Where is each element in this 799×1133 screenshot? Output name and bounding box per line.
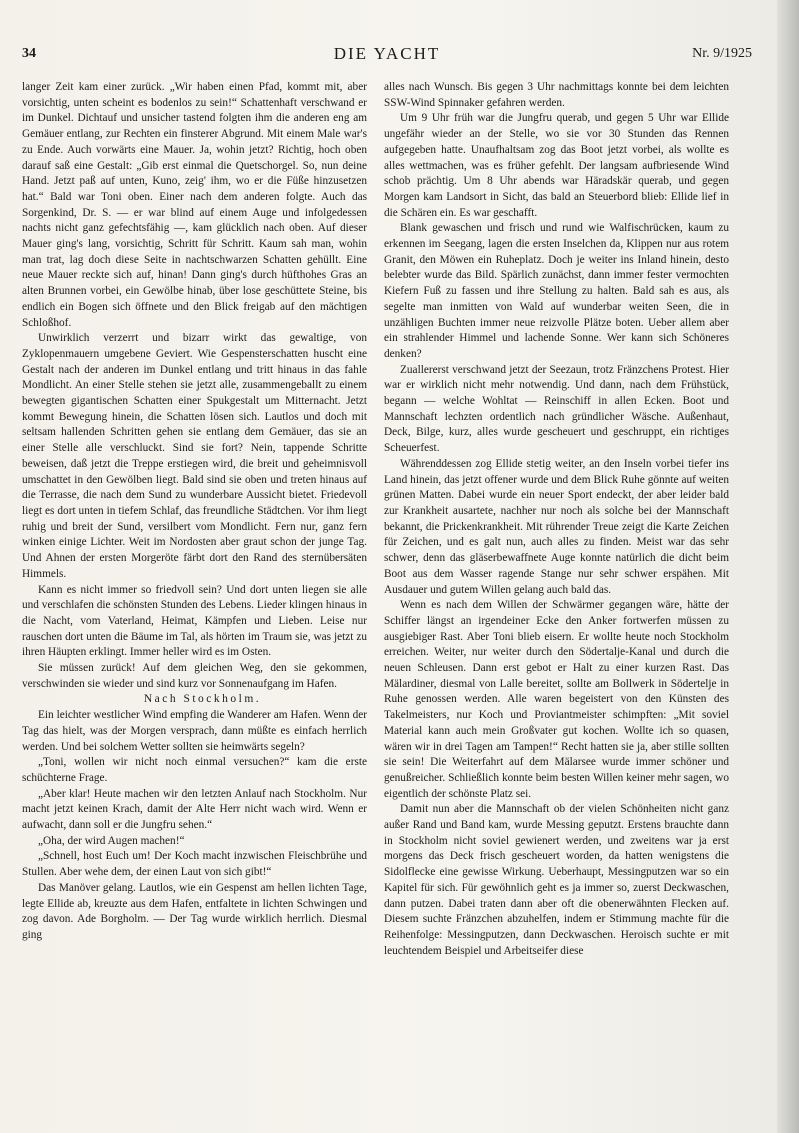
paragraph: Kann es nicht immer so friedvoll sein? Und dort unten liegen sie alle und verschlafen die schönsten Stunden des Lebens. Lieder klingen hinaus in die Nacht, vom Vaterland, Heimat, Kämpfen und Lieben. Leise nur rauschen dort unten die Bäume im Tal, als hörten im Traum sie, was jetzt zu ihren Häupten erklingt. Immer heller wird es im Osten. <box>22 583 367 659</box>
paragraph: „Toni, wollen wir nicht noch einmal versuchen?“ kam die erste schüchterne Frage. <box>22 756 367 784</box>
page-header <box>22 44 752 68</box>
paragraph: langer Zeit kam einer zurück. „Wir haben einen Pfad, kommt mit, aber vorsichtig, unten scheint es bodenlos zu sein!“ Schattenhaft verschwand er im Dunkel. Dichtauf und unsicher tastend folgten ihm die anderen eng am Gemäuer entlang, zur Rechten ein finsterer Abgrund. Mit einem Male war's zu Ende. Auch vorwärts eine Mauer. Ja, wohin jetzt? Richtig, hoch oben darauf saß eine Gestalt: „Gib erst einmal die Quetschorgel. So, nun deine Hand. Jetzt paß auf unten, Kuno, zeig' ihm, wo er die Füße hinzusetzen hat.“ Bald war Toni oben. Einer nach dem anderen folgte. Auch das Sorgenkind, Dr. S. — er war blind auf einem Auge und infolgedessen nachts nicht ganz gefechtsfähig —, kam glücklich nach oben. Auf dieser Mauer ging's lang, vorsichtig, Schritt für Schritt. Kaum sah man, wohin man trat, lag doch diese Seite in nachtschwarzen Schatten gehüllt. Eine neue Mauer reckte sich auf, hinan! Dann ging's durch hüfthohes Gras an alten Brunnen vorbei, ein Gewölbe hinab, über lose geschüttete Steine, bis endlich ein Bogen sich öffnete und den Blick freigab auf den mächtigen Schloßhof. <box>22 81 367 329</box>
paragraph: Damit nun aber die Mannschaft ob der vielen Schönheiten nicht ganz außer Rand und Band kam, wurde Messing geputzt. Erstens brauchte dann in Stockholm nicht soviel gewienert werden, und zweitens war ja erst morgens das Deck frisch gescheuert worden, da hatten wenigstens die Sidolflecke eine gewisse Wirkung. Ueberhaupt, Messingputzen war so ein Kapitel für sich. Für gewöhnlich geht es ja immer so, zuerst Deckwaschen, dann putzen. Dabei traten dann aber oft die obenerwähnten Flecken auf. Diesem suchte Fränzchen abzuhelfen, indem er Stimmung machte für die Reihenfolge: Messingputzen, dann Deckwaschen. Heroisch suchte er mit leuchtendem Beispiel und Arbeitseifer diese <box>384 803 729 957</box>
left-column <box>22 80 367 944</box>
paragraph: „Aber klar! Heute machen wir den letzten Anlauf nach Stockholm. Nur macht jetzt keinen Krach, damit der Alte Herr nicht wach wird. Wenn er aufwacht, dann soll er die Jungfru sehen.“ <box>22 787 367 832</box>
paragraph: „Oha, der wird Augen machen!“ <box>38 834 185 847</box>
paragraph: Unwirklich verzerrt und bizarr wirkt das gewaltige, von Zyklopenmauern umgebene Geviert. Wie Gespensterschatten huscht eine Gestalt nach der anderen im Dunkel entlang und tritt hinaus in das fahle Mondlicht. An einer Stelle stehen sie jetzt alle, zusammengeballt zu einem bewegten gigantischen Schatten einer Spukgestalt um Mitternacht. Jetzt kommt Bewegung hinein, die Schatten lösen sich. Lautlos und doch mit seltsam hallenden Schritten gehen sie entlang dem Gemäuer, das sie an einer Stelle alle verschluckt. Sind sie fort? Nein, tappende Schritte beweisen, daß jetzt die Treppe erstiegen wird, die breit und geheimnisvoll umschattet in den Gewölben liegt. Bald sind sie oben und treten hinaus auf die Terrasse, die nach dem Sund zu wunderbare Aussicht bietet. Friedevoll liegt es dort unten in tiefem Schlaf, das freundliche Städtchen. Vor ihm liegt ruhig und breit der Sund, versilbert vom Mondlicht. Fern nur, ganz fern winken einige Lichter. Weit im Nordosten aber graut schon der junge Tag. Und Ahnen der ersten Morgeröte färbt dort den Rand des sternübersäten Himmels. <box>22 332 367 580</box>
section-heading: Nach Stockholm. <box>143 693 262 706</box>
paragraph: alles nach Wunsch. Bis gegen 3 Uhr nachmittags konnte bei dem leichten SSW-Wind Spinnaker gefahren werden. <box>384 81 729 109</box>
paragraph: Ein leichter westlicher Wind empfing die Wanderer am Hafen. Wenn der Tag das hielt, was der Morgen versprach, dann müßte es einfach herrlich werden. Und bei solchem Wetter sollten sie heimwärts segeln? <box>22 709 367 753</box>
paragraph: Wenn es nach dem Willen der Schwärmer gegangen wäre, hätte der Schiffer längst an irgendeiner Ecke den Anker fortwerfen müssen zu ausgiebiger Rast. Aber Toni blieb eisern. Er wollte heute noch Stockholm erreichen. Weiter, nur weiter durch den Södertalje-Kanal und durch die neuen Schleusen. Dann erst gebot er Halt zu einer kurzen Rast. Das Mälardiner, diesmal von Lalle bereitet, sollte am Bollwerk in Södertelje in Ruhe genossen werden. Alle waren begeistert von den Künsten des Takelmeisters, nur Koch und Proviantmeister schimpften: „Mit soviel Material kann auch mein Großvater gut kochen. Wollte ich so quasen, wären wir in drei Tagen am Tampen!“ Recht hatten sie ja, aber stille sollten sie sein! Die Weiterfahrt auf dem Mälarsee wurde immer schöner und genußreicher. Schließlich konnte beim besten Willen keiner mehr sagen, wo eigentlich der schönste Platz sei. <box>384 599 729 800</box>
issue-number: Nr. 9/1925 <box>692 46 752 61</box>
journal-title: DIE YACHT <box>333 44 441 63</box>
paragraph: Zuallererst verschwand jetzt der Seezaun, trotz Fränzchens Protest. Hier war er wirklich nicht mehr notwendig. Und dann, nach dem Frühstück, begann — welche Wohltat — Reinschiff in allen Ecken. Boot und Mannschaft lechzten ordentlich nach gründlicher Wäsche. Außenhaut, Deck, Bilge, kurz, alles wurde gescheuert und geschruppt, ein richtiges Scheuerfest. <box>384 363 729 455</box>
page-edge-shadow <box>777 0 799 1133</box>
page-number: 34 <box>22 46 36 61</box>
paragraph: „Schnell, host Euch um! Der Koch macht inzwischen Fleischbrühe und Stullen. Aber wehe dem, der einen Laut von sich gibt!“ <box>22 850 367 879</box>
paragraph: Das Manöver gelang. Lautlos, wie ein Gespenst am hellen lichten Tage, legte Ellide ab, kreuzte aus dem Hafen, entfaltete in lichten Schwingen und zog davon. Ade Borgholm. — Der Tag wurde wirklich herrlich. Diesmal ging <box>22 881 367 941</box>
paragraph: Währenddessen zog Ellide stetig weiter, an den Inseln vorbei tiefer ins Land hinein, das jetzt offener wurde und dem Blick Ruhe gönnte auf weiten grünen Matten. Dabei wurde ein neuer Sport endeckt, der aber leider bald zur Krankheit ausartete, nachher nur noch als solche bei der Mannschaft bekannt, die Prickenkrankheit. Mit rührender Treue zeigt die Karte Zeichen für Zeichen, und es galt nun, auch alles zu finden. Meist war das sehr schwer, denn das gläserbewaffnete Auge konnte natürlich die dicht beim Boot aus dem Wasser ragende Stange nur sehr schwer erspähen. Mit Ausdauer und gutem Willen gelang auch bald das. <box>384 457 729 596</box>
paragraph: Blank gewaschen und frisch und rund wie Walfischrücken, kaum zu erkennen im Seegang, lagen die ersten Inselchen da, Klippen nur aus rotem Granit, den Möwen ein Ruheplatz. Doch je weiter ins Inland hinein, desto belebter wurde das Bild. Spärlich zunächst, dann immer fester vermochten Kiefern Fuß zu fassen und ihre Stellung zu halten. Bald sah es aus, als segelte man inmitten von Wald auf wunderbar weiten Seen, die in unzähligen Buchten immer neue reizvolle Plätze boten. Ueber allem aber ein strahlender Himmel und lachende Sonne. Wer kann sich Schöneres denken? <box>384 222 729 360</box>
right-column <box>384 80 729 959</box>
paragraph: Sie müssen zurück! Auf dem gleichen Weg, den sie gekommen, verschwinden sie wieder und sind kurz vor Sonnenaufgang im Hafen. <box>22 662 367 690</box>
paragraph: Um 9 Uhr früh war die Jungfru querab, und gegen 5 Uhr war Ellide ungefähr wieder an der Stelle, wo sie vor 30 Stunden das Rennen aufgegeben hatte. Unaufhaltsam zog das Boot jetzt vorbei, als wollte es alles wettmachen, was es früher gefehlt. Der langsam aufbriesende Wind schob prächtig. Um 8 Uhr abends war Häradskär querab, und gegen Morgen kam Landsort in Sicht, das bald an Steuerbord blieb: Ellide lief in die Schären ein. Es war geschafft. <box>384 112 729 219</box>
